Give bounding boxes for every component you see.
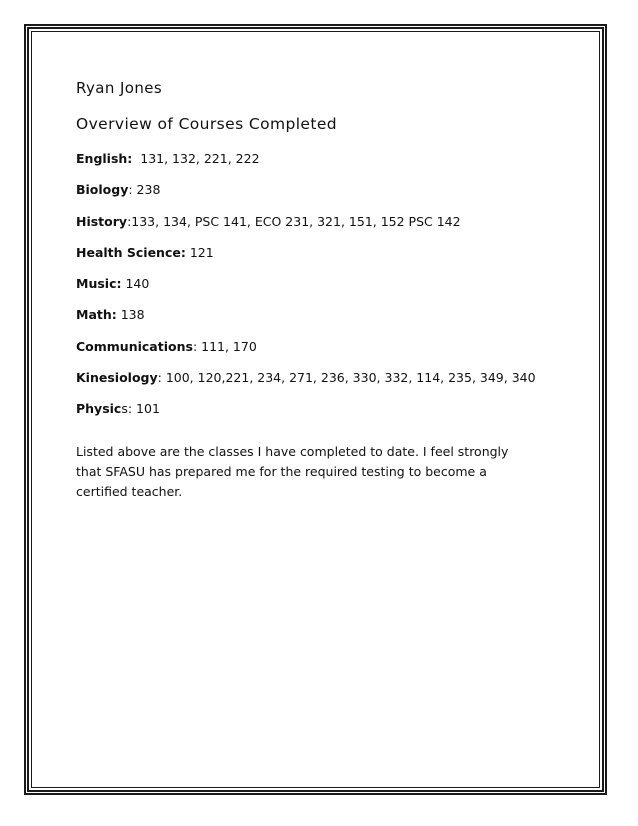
closing-statement: Listed above are the classes I have completed to date. I feel strongly that SFASU has prepared me for the required testing to become a certified teacher.	[76, 444, 509, 500]
course-line-kinesiology	[76, 369, 546, 387]
course-subject: Health Science:	[76, 244, 186, 260]
course-line-biology	[76, 181, 546, 199]
course-subject: History	[76, 213, 128, 229]
course-subject: Physic	[76, 401, 122, 417]
course-subject: English:	[76, 151, 133, 166]
course-numbers: 131, 132, 221, 222	[132, 151, 260, 166]
author-name: Ryan Jones	[76, 79, 163, 97]
course-subject: Biology	[76, 182, 129, 198]
course-subject: Music:	[76, 276, 122, 292]
course-line-music	[76, 275, 546, 293]
course-line-health-science	[76, 244, 546, 262]
course-numbers: : 101	[127, 401, 160, 417]
course-line-history	[76, 213, 546, 231]
course-numbers: 121	[185, 244, 214, 260]
course-subject: Kinesiology	[76, 370, 158, 386]
course-line-english	[76, 150, 546, 168]
course-line-communications	[76, 338, 546, 356]
course-subject-suffix: s	[121, 401, 128, 417]
course-subject: Communications	[76, 338, 193, 354]
document-title: Overview of Courses Completed	[76, 115, 338, 133]
course-line-math	[76, 306, 546, 324]
course-line-physics	[76, 400, 546, 418]
course-numbers: : 100, 120,221, 234, 271, 236, 330, 332, 114, 235, 349, 340	[157, 370, 536, 386]
course-numbers: 140	[121, 276, 150, 292]
course-numbers: : 238	[128, 182, 161, 198]
course-numbers: : 111, 170	[192, 338, 257, 354]
document-body	[76, 78, 546, 502]
course-numbers: 138	[116, 307, 145, 323]
course-subject: Math:	[76, 307, 117, 323]
course-numbers: :133, 134, PSC 141, ECO 231, 321, 151, 152 PSC 142	[127, 213, 461, 229]
